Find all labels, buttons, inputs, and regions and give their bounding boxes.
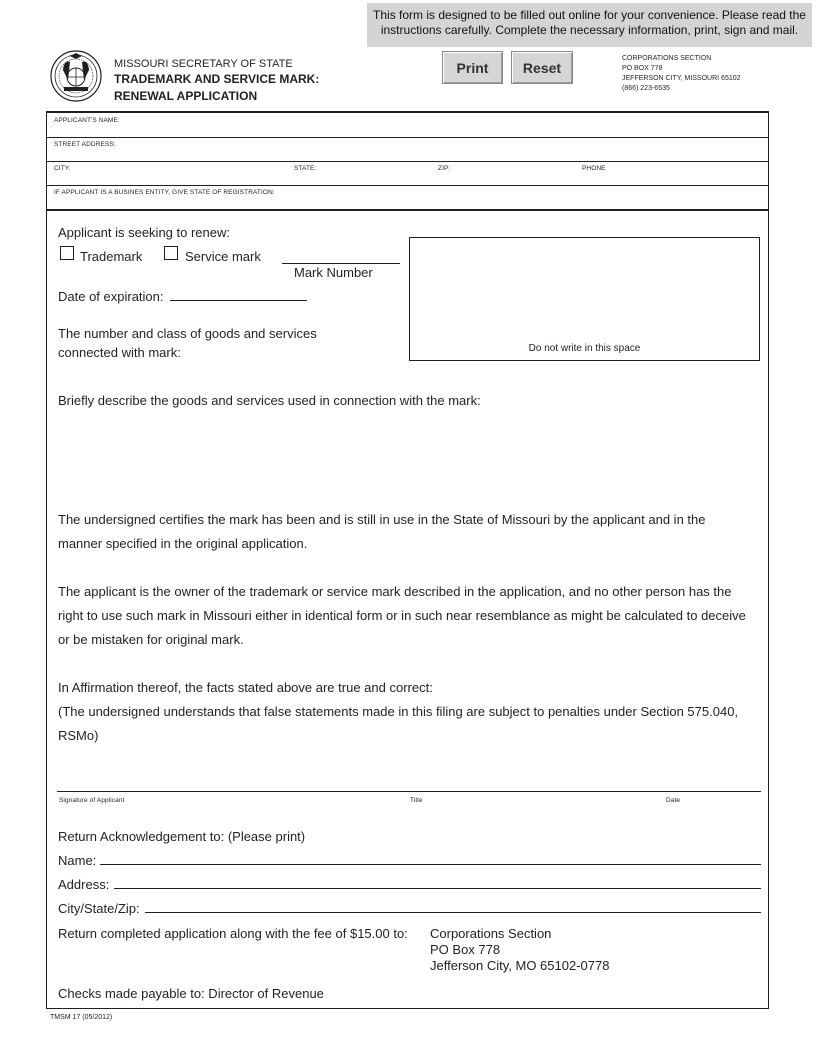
affirm-line-1: In Affirmation thereof, the facts stated above are true and correct:	[58, 680, 433, 695]
row-divider	[46, 161, 769, 162]
notice-line-2: instructions carefully. Complete the necessary information, print, sign and mail.	[380, 23, 799, 37]
reset-button[interactable]: Reset	[511, 51, 573, 84]
date-expiration-line[interactable]	[170, 300, 307, 301]
return-name-label: Name:	[58, 853, 97, 868]
number-class-label-2: connected with mark:	[58, 345, 181, 360]
mark-number-label: Mark Number	[294, 265, 373, 280]
form-border-bottom	[46, 1008, 769, 1009]
return-address-label: Address:	[58, 877, 110, 892]
service-mark-checkbox[interactable]	[164, 246, 178, 260]
return-addr-line-3: Jefferson City, MO 65102-0778	[430, 958, 610, 973]
state-label: STATE:	[294, 165, 317, 172]
return-city-line[interactable]	[145, 912, 761, 913]
return-application-text: Return completed application along with the fee of $15.00 to:	[58, 926, 408, 941]
seeking-renewal-label: Applicant is seeking to renew:	[58, 225, 230, 240]
phone-label: PHONE	[582, 165, 606, 172]
signature-line[interactable]	[57, 791, 761, 792]
service-mark-label: Service mark	[185, 249, 261, 264]
row-divider	[46, 137, 769, 138]
signature-label: Signature of Applicant	[59, 797, 125, 804]
owner-line-2: right to use such mark in Missouri either in identical form or in such near resemblance as might be calculated to deceive	[58, 608, 746, 623]
certify-line-1: The undersigned certifies the mark has been and is still in use in the State of Missouri by the applicant and in the	[58, 512, 706, 527]
mailing-city: JEFFERSON CITY, MISSOURI 65102	[622, 75, 741, 82]
form-title-line-1: TRADEMARK AND SERVICE MARK:	[114, 72, 320, 86]
mailing-section: CORPORATIONS SECTION	[622, 55, 712, 62]
form-code: TMSM 17 (05/2012)	[50, 1014, 113, 1021]
mailing-phone: (866) 223-6535	[622, 85, 670, 92]
row-divider	[46, 185, 769, 186]
agency-name: MISSOURI SECRETARY OF STATE	[114, 58, 293, 70]
form-title-line-2: RENEWAL APPLICATION	[114, 89, 258, 103]
affirm-line-2: (The undersigned understands that false statements made in this filing are subject to penalties under Section 575.040,	[58, 704, 739, 719]
date-label: Date	[666, 797, 681, 804]
header-rule	[46, 111, 769, 113]
number-class-label-1: The number and class of goods and services	[58, 326, 317, 341]
instructions-notice	[367, 3, 812, 47]
return-application-address	[430, 926, 609, 974]
return-name-line[interactable]	[100, 864, 761, 865]
street-address-label: STREET ADDRESS:	[54, 141, 116, 148]
mailing-pobox: PO BOX 778	[622, 65, 663, 72]
describe-goods-label: Briefly describe the goods and services used in connection with the mark:	[58, 393, 481, 408]
mark-number-line[interactable]	[282, 263, 400, 264]
date-expiration-label: Date of expiration:	[58, 289, 164, 304]
print-button[interactable]: Print	[442, 51, 503, 84]
form-border-left	[46, 112, 47, 1009]
office-use-label: Do not write in this space	[528, 343, 641, 354]
return-address-line[interactable]	[114, 888, 761, 889]
owner-paragraph	[58, 580, 764, 652]
affirm-line-3: RSMo)	[58, 728, 99, 743]
owner-line-1: The applicant is the owner of the trademark or service mark described in the application, and no other person has the	[58, 584, 732, 599]
return-city-label: City/State/Zip:	[58, 901, 140, 916]
certify-line-2: manner specified in the original application.	[58, 536, 308, 551]
title-label: Title	[410, 797, 423, 804]
certify-paragraph	[58, 508, 764, 556]
affirmation-paragraph	[58, 676, 764, 748]
notice-line-1: This form is designed to be filled out online for your convenience. Please read the	[373, 8, 806, 22]
owner-line-3: or be mistaken for original mark.	[58, 632, 244, 647]
checks-payable-text: Checks made payable to: Director of Revenue	[58, 986, 324, 1001]
return-ack-heading: Return Acknowledgement to: (Please print)	[58, 829, 306, 844]
entity-registration-label: IF APPLICANT IS A BUSINES ENTITY, GIVE STATE OF REGISTRATION:	[54, 189, 275, 196]
form-border-right	[768, 112, 769, 1009]
city-label: CITY:	[54, 165, 71, 172]
missouri-state-seal-icon	[50, 50, 102, 102]
zip-label: ZIP:	[438, 165, 451, 172]
return-addr-line-1: Corporations Section	[430, 926, 552, 941]
section-rule	[46, 209, 769, 211]
mailing-address	[622, 54, 741, 94]
trademark-label: Trademark	[80, 249, 143, 264]
return-addr-line-2: PO Box 778	[430, 942, 501, 957]
trademark-checkbox[interactable]	[60, 246, 74, 260]
applicant-name-label: APPLICANT'S NAME:	[54, 117, 120, 124]
